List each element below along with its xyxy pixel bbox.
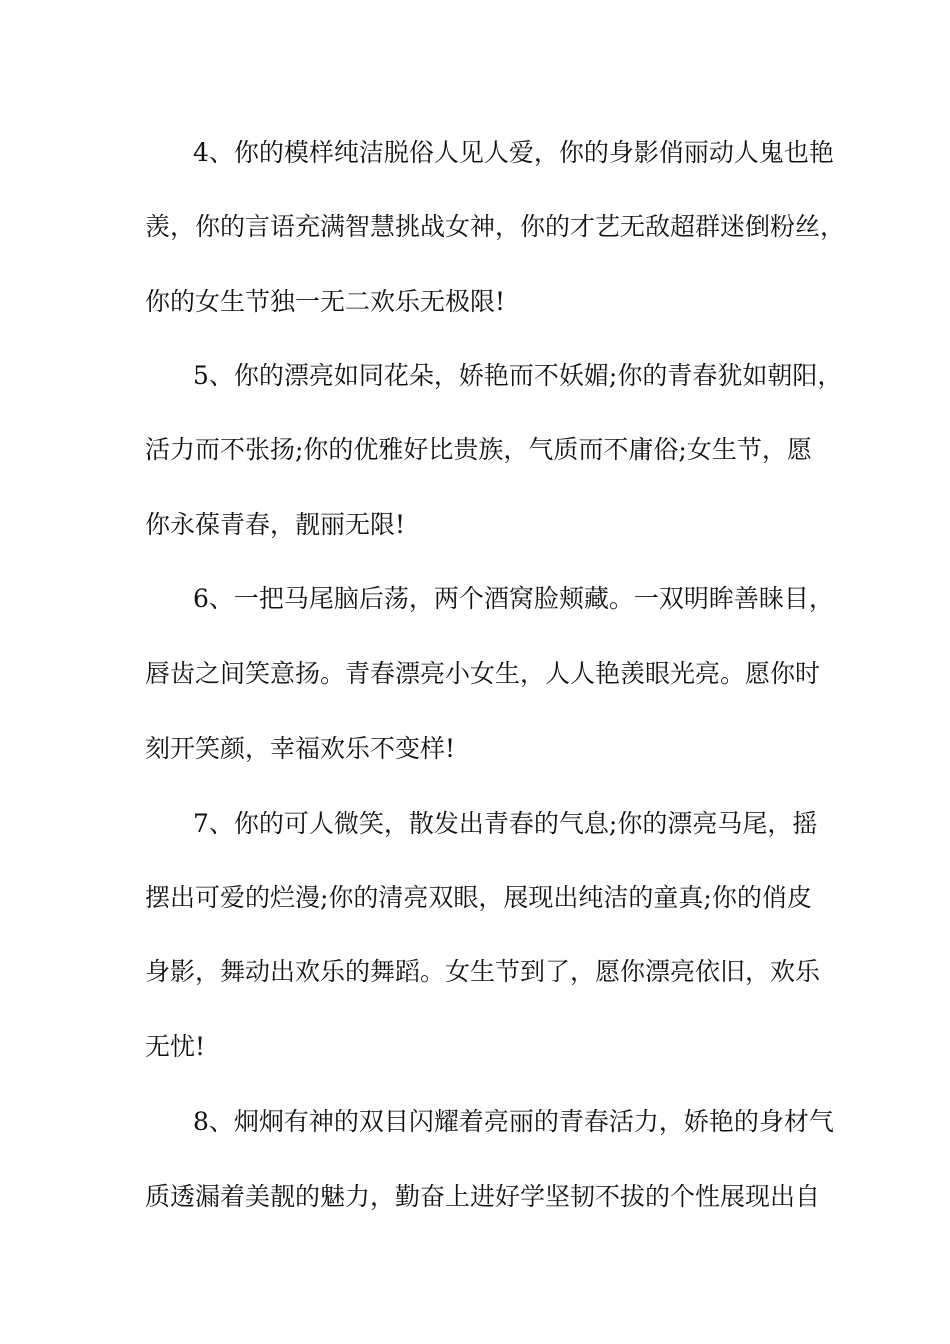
paragraph-8-line-1: 8、炯炯有神的双目闪耀着亮丽的青春活力，娇艳的身材气 <box>193 1107 834 1136</box>
paragraph-4-line-1: 4、你的模样纯洁脱俗人见人爱，你的身影俏丽动人鬼也艳 <box>193 138 834 167</box>
paragraph-5-line-3: 你永葆青春，靓丽无限! <box>145 510 406 539</box>
paragraph-7-line-4: 无忧! <box>145 1032 206 1061</box>
paragraph-4-line-3: 你的女生节独一无二欢乐无极限! <box>145 287 506 316</box>
paragraph-7-line-3: 身影，舞动出欢乐的舞蹈。女生节到了，愿你漂亮依旧，欢乐 <box>145 957 821 986</box>
paragraph-6-line-2: 唇齿之间笑意扬。青春漂亮小女生，人人艳羡眼光亮。愿你时 <box>145 659 821 688</box>
paragraph-5-line-2: 活力而不张扬;你的优雅好比贵族，气质而不庸俗;女生节，愿 <box>145 435 812 464</box>
paragraph-7-line-1: 7、你的可人微笑，散发出青春的气息;你的漂亮马尾，摇 <box>193 809 818 838</box>
paragraph-6-line-1: 6、一把马尾脑后荡，两个酒窝脸颊藏。一双明眸善睐目， <box>193 584 834 613</box>
paragraph-7-line-2: 摆出可爱的烂漫;你的清亮双眼，展现出纯洁的童真;你的俏皮 <box>145 883 812 912</box>
paragraph-4-line-2: 羡，你的言语充满智慧挑战女神，你的才艺无敌超群迷倒粉丝， <box>145 212 846 241</box>
paragraph-6-line-3: 刻开笑颜，幸福欢乐不变样! <box>145 734 456 763</box>
paragraph-8-line-2: 质透漏着美靓的魅力，勤奋上进好学坚韧不拔的个性展现出自 <box>145 1182 821 1211</box>
paragraph-5-line-1: 5、你的漂亮如同花朵，娇艳而不妖媚;你的青春犹如朝阳， <box>193 361 843 390</box>
